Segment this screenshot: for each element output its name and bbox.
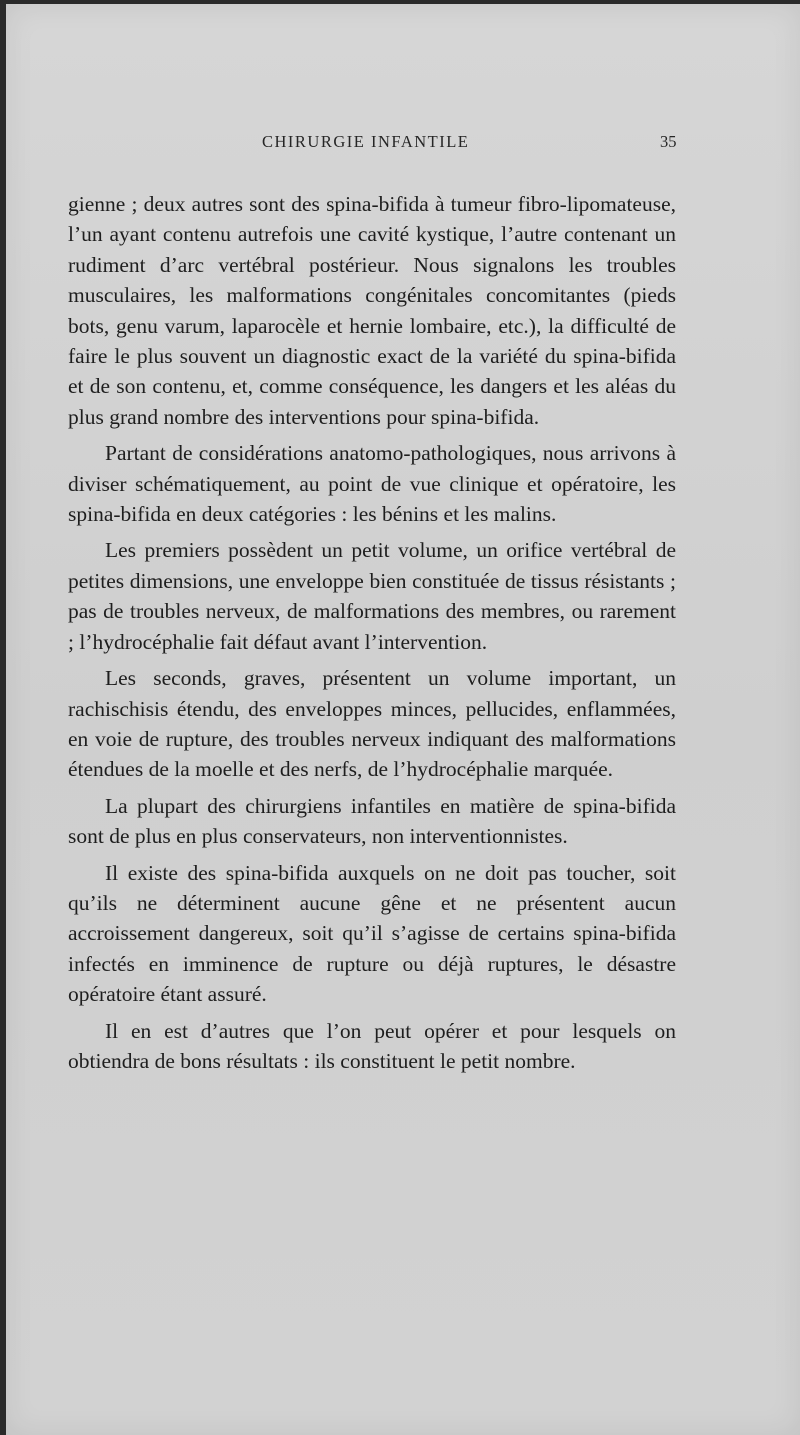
running-head [6,132,800,156]
paragraph-benign: Les premiers possèdent un petit volume, un orifice vertébral de petites dimensions, une enveloppe bien constituée de tissus résistants ; pas de troubles nerveux, de malformations des membres, ou rarement ; l’hydrocéphalie fait défaut avant l’intervention. [68,538,676,654]
paragraph-conservative-surgeons: La plupart des chirurgiens infantiles en matière de spina-bifida sont de plus en plus conservateurs, non interventionnistes. [68,793,676,849]
body-text [68,189,676,1076]
paragraph-classification: Partant de considérations anatomo-pathologiques, nous arrivons à diviser schématiquement, au point de vue clinique et opératoire, les spina-bifida en deux catégories : les bénins et les malins. [68,441,676,527]
book-page [6,4,800,1435]
paragraph-malignant: Les seconds, graves, présentent un volume important, un rachischisis étendu, des enveloppes minces, pellucides, enflammées, en voie de rupture, des troubles nerveux indiquant des malformations étendues de la moelle et des nerfs, de l’hydrocéphalie marquée. [68,666,676,782]
running-title: CHIRURGIE INFANTILE [262,132,470,151]
paragraph-continuation: gienne ; deux autres sont des spina-bifida à tumeur fibro-lipomateuse, l’un ayant contenu autrefois une cavité kystique, l’autre contenant un rudiment d’arc vertébral postérieur. Nous signalons les troubles musculaires, les malformations congénitales concomitantes (pieds bots, genu varum, laparocèle et hernie lombaire, etc.), la difficulté de faire le plus souvent un diagnostic exact de la variété du spina-bifida et de son contenu, et, comme conséquence, les dangers et les aléas du plus grand nombre des interventions pour spina-bifida. [68,192,676,429]
paragraph-operable: Il en est d’autres que l’on peut opérer et pour lesquels on obtiendra de bons résultats : ils constituent le petit nombre. [68,1018,676,1073]
page-number: 35 [660,132,677,151]
paragraph-do-not-touch: Il existe des spina-bifida auxquels on ne doit pas toucher, soit qu’ils ne déterminent aucune gêne et ne présentent aucun accroissement dangereux, soit qu’il s’agisse de certains spina-bifida infectés en imminence de rupture ou déjà ruptures, le désastre opératoire étant assuré. [68,860,676,1007]
